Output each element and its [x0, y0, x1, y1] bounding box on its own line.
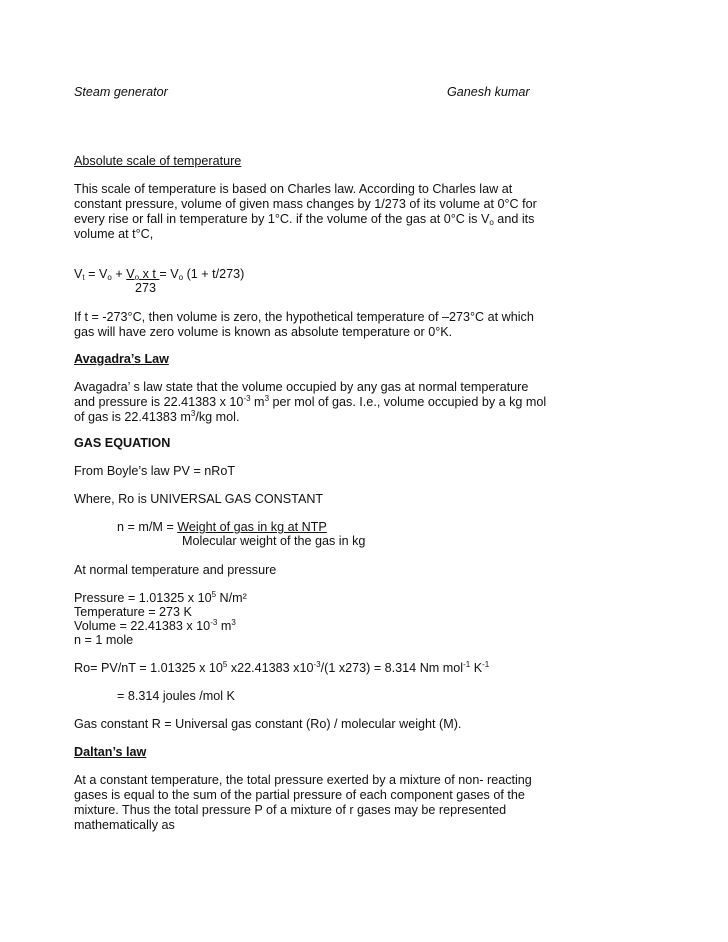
pressure-b: N/m²: [216, 591, 247, 605]
temperature-line: Temperature = 273 K: [74, 605, 192, 619]
charles-formula: [74, 267, 244, 282]
formula-o-sub-2: o: [178, 273, 184, 282]
avogadro-line-2b: m: [250, 395, 265, 409]
avogadro-sup-1: -3: [243, 394, 251, 403]
absolute-scale-heading: Absolute scale of temperature: [74, 154, 242, 168]
formula-plus: +: [111, 267, 127, 281]
avogadro-line-2c: per mol of gas. I.e., volume occupied by a kg mol: [269, 395, 547, 409]
ro-sup-4: -1: [482, 660, 490, 669]
avogadro-sup-3: 3: [190, 409, 196, 418]
v-o-subscript: o: [489, 218, 494, 227]
moles-formula: [117, 520, 327, 535]
ro-sup-2: -3: [313, 660, 321, 669]
ro-joules-line: = 8.314 joules /mol K: [117, 689, 235, 703]
absolute-zero-line-1: If t = -273°C, then volume is zero, the hypothetical temperature of –273°C at which: [74, 310, 534, 324]
avogadro-line-3: [74, 410, 239, 425]
avogadro-line-2a: and pressure is 22.41383 x 10: [74, 395, 244, 409]
volume-line: [74, 619, 236, 634]
dalton-line-3: mixture. Thus the total pressure P of a mixture of r gases may be represented: [74, 803, 507, 817]
pressure-sup: 5: [211, 590, 217, 599]
avogadro-heading: Avagadra’s Law: [74, 352, 169, 366]
formula-eq1: = V: [84, 267, 108, 281]
volume-a: Volume = 22.41383 x 10: [74, 619, 211, 633]
avogadro-line-3a: of gas is 22.41383 m: [74, 410, 191, 424]
absolute-scale-line-1: This scale of temperature is based on Charles law. According to Charles law at: [74, 182, 513, 196]
dalton-heading: Daltan’s law: [74, 745, 147, 759]
formula-numerator: [126, 267, 159, 281]
avogadro-line-2: [74, 395, 546, 410]
avogadro-line-3b: /kg mol.: [195, 410, 240, 424]
dalton-line-1: At a constant temperature, the total pressure exerted by a mixture of non- reacting: [74, 773, 532, 787]
dalton-line-2: gases is equal to the sum of the partial pressure of each component gases of the: [74, 788, 525, 802]
absolute-scale-line-3-tail: and its: [493, 212, 535, 226]
ro-d: K: [470, 661, 483, 675]
moles-numerator: Weight of gas in kg at NTP: [177, 520, 327, 534]
ro-a: Ro= PV/nT = 1.01325 x 10: [74, 661, 223, 675]
gas-equation-heading: GAS EQUATION: [74, 436, 171, 450]
ntp-intro: At normal temperature and pressure: [74, 563, 277, 577]
formula-t-sub: t: [82, 273, 85, 282]
ro-sup-1: 5: [222, 660, 228, 669]
absolute-zero-line-2: gas will have zero volume is known as absolute temperature or 0°K.: [74, 325, 453, 339]
formula-rhs: (1 + t/273): [183, 267, 245, 281]
volume-sup-2: 3: [231, 618, 236, 627]
formula-denominator: 273: [135, 281, 157, 295]
avogadro-sup-2: 3: [264, 394, 270, 403]
formula-num-tail: x t: [139, 267, 160, 281]
formula-num-o-sub: o: [134, 273, 140, 282]
pressure-a: Pressure = 1.01325 x 10: [74, 591, 212, 605]
moles-denominator: Molecular weight of the gas in kg: [182, 534, 366, 548]
gas-constant-line: Gas constant R = Universal gas constant (Ro) / molecular weight (M).: [74, 717, 462, 731]
mole-count-line: n = 1 mole: [74, 633, 134, 647]
absolute-scale-line-3-text: every rise or fall in temperature by 1°C. if the volume of the gas at 0°C is V: [74, 212, 490, 226]
header-left-title: Steam generator: [74, 85, 168, 99]
ro-calculation-line: [74, 661, 489, 676]
formula-eq2: = V: [159, 267, 179, 281]
ro-c: /(1 x273) = 8.314 Nm mol: [320, 661, 464, 675]
volume-b: m: [217, 619, 232, 633]
formula-o-sub: o: [107, 273, 112, 282]
absolute-scale-line-2: constant pressure, volume of given mass changes by 1/273 of its volume at 0°C for: [74, 197, 537, 211]
absolute-scale-line-4: volume at t°C,: [74, 227, 154, 241]
volume-sup-1: -3: [210, 618, 218, 627]
universal-constant-line: Where, Ro is UNIVERSAL GAS CONSTANT: [74, 492, 324, 506]
pressure-line: [74, 591, 247, 606]
absolute-scale-line-3: [74, 212, 534, 227]
formula-v: V: [74, 267, 83, 281]
avogadro-line-1: Avagadra’ s law state that the volume occupied by any gas at normal temperature: [74, 380, 529, 394]
boyle-line: From Boyle’s law PV = nRoT: [74, 464, 236, 478]
moles-prefix: n = m/M =: [117, 520, 178, 534]
header-right-author: Ganesh kumar: [447, 85, 530, 99]
dalton-line-4: mathematically as: [74, 818, 175, 832]
formula-num-v: V: [126, 267, 135, 281]
ro-b: x22.41383 x10: [227, 661, 314, 675]
ro-sup-3: -1: [463, 660, 471, 669]
